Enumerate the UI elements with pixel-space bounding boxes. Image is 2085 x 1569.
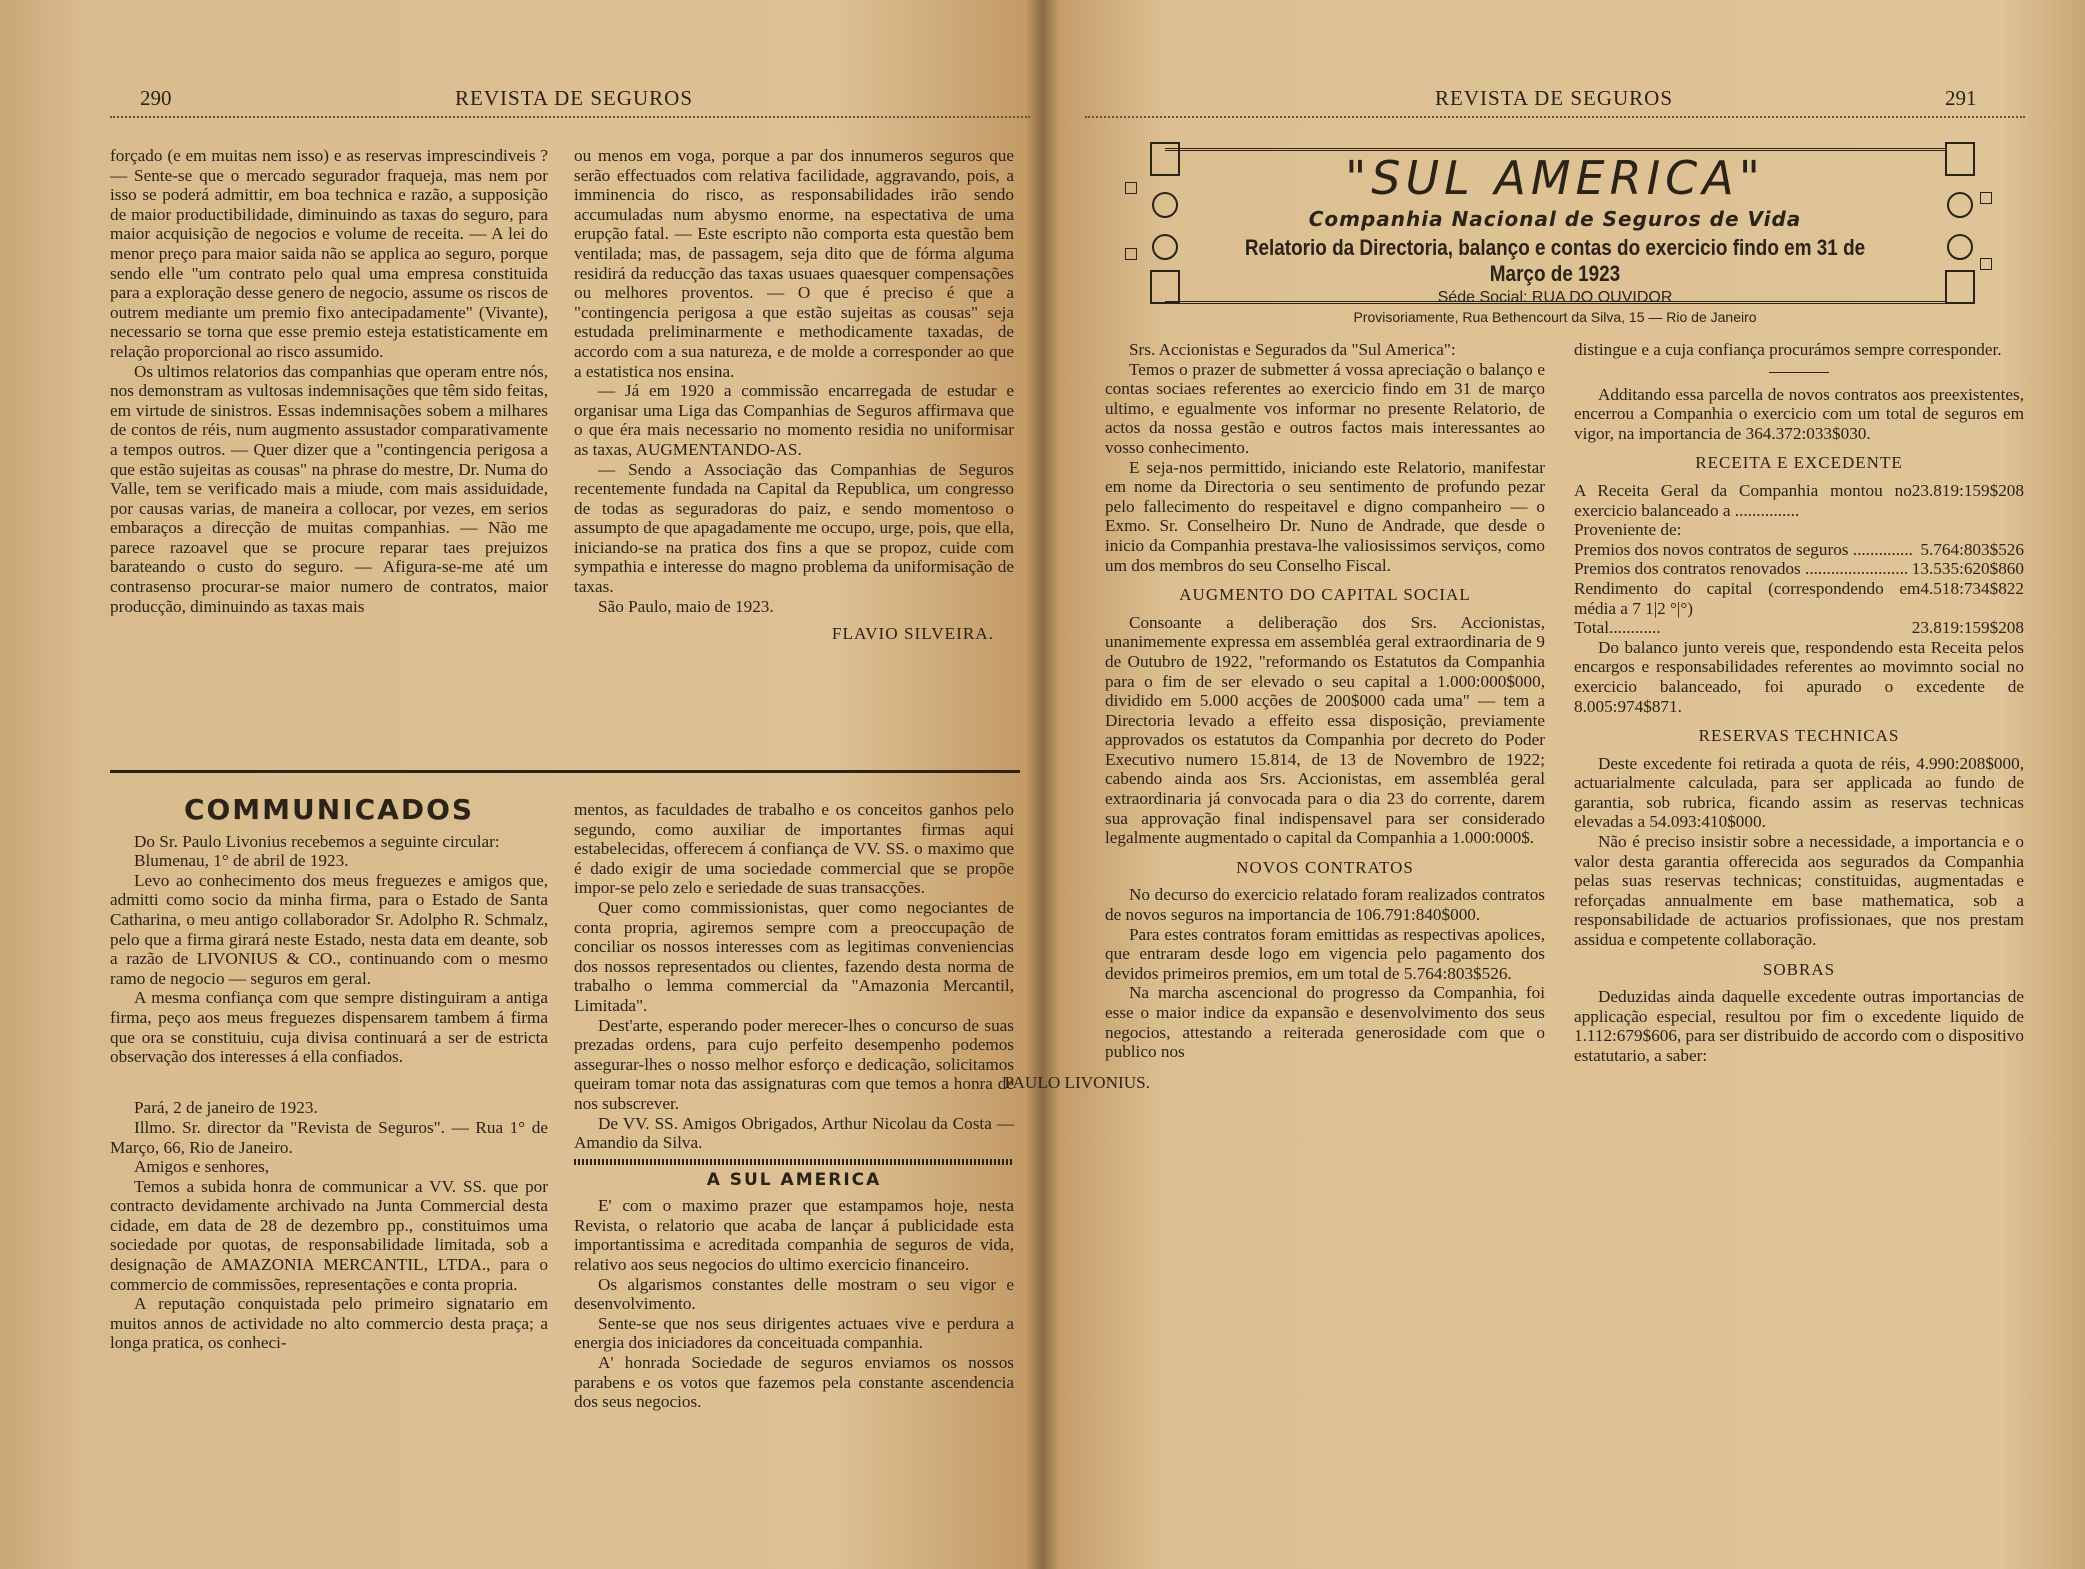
receita-row [1574,520,2024,540]
author-signature: FLAVIO SILVEIRA. [831,624,994,644]
paragraph: ou menos em voga, porque a par dos innumeros seguros que serão effectuados com relativa facilidade, aggravando, pois, a imminencia do risco, as responsabilidades irão sendo accumuladas num abysmo enorme, na espectativa de uma erupção fatal. — Este escripto não comporta esta questão bem ventilada; mas, de passagem, seja dito que de fórma alguma residirá da reducção das taxas usuaes quaesquer compensações ou melhores proventos. — O que é preciso é que a "contingencia perigosa a que estão sujeitas as cousas" seja estudada preliminarmente e methodicamente taxadas, de accordo com a sua natureza, e de molde a corresponder ao que a estatistica nos ensina. [574,146,1014,381]
ornament-icon [1945,142,1975,176]
paragraph: São Paulo, maio de 1923. [598,596,774,616]
paragraph: Não é preciso insistir sobre a necessidade, a importancia e o valor desta garantia offerecida aos segurados da Companhia pelas suas reservas technicas; constituidas, augmentadas e reforçadas annualmente em base mathematica, sob a responsabilidade de actuarios profissionaes, que nos prestam assidua e competente collaboração. [1574,832,2024,950]
paragraph: A reputação conquistada pelo primeiro signatario em muitos annos de actividade no alto commercio desta praça; a longa pratica, os conheci- [110,1294,548,1353]
receita-label: Premios dos contratos renovados ........................ [1574,559,1909,579]
receita-row [1574,579,2024,618]
paragraph: distingue e a cuja confiança procurámos sempre corresponder. [1574,340,2002,359]
receita-label: Rendimento do capital (correspondendo em média a 7 1|2 °|°) [1574,578,1921,618]
receita-row [1574,559,2024,579]
paragraph: Temos a subida honra de communicar a VV. SS. que por contracto devidamente archivado na Junta Commercial desta cidade, em data de 28 de dezembro pp., constituimos uma sociedade por quotas, de responsabilidade limitada, sob a designação de AMAZONIA MERCANTIL, LTDA., para o commercio de commissões, representações e conta propria. [110,1176,548,1294]
paragraph: Sente-se que nos seus dirigentes actuaes vive e perdura a energia dos iniciadores da conceituada companhia. [574,1313,1014,1353]
receita-value: 4.518:734$822 [1920,578,2024,598]
paragraph: — Sendo a Associação das Companhias de Seguros recentemente fundada na Capital da Republica, um congresso de todas as seguradoras do paiz, e sendo momentoso o assumpto de que apagadamente me occupo, urge, pois, que ella, iniciando-se na pratica dos fins a que se propoz, cuide com sympathia e interesse do magno problema da uniformisação de taxas. [574,459,1014,597]
paragraph: Illmo. Sr. director da "Revista de Seguros". — Rua 1° de Março, 66, Rio de Janeiro. [110,1117,548,1157]
banner-sede: Séde Social: RUA DO OUVIDOR [1437,289,1673,306]
left-col1-top [110,146,548,616]
paragraph: E seja-nos permittido, iniciando este Relatorio, manifestar em nome da Directoria o seu sentimento de profundo pezar pelo fallecimento do respeitavel e digno companheiro — o Exmo. Sr. Conselheiro Dr. Nuno de Andrade, que desde o inicio da Companhia prestava-lhe valiosissimos serviços, como um dos membros do seu Conselho Fiscal. [1105,457,1545,575]
running-head-left: REVISTA DE SEGUROS [455,86,694,110]
paragraph: Pará, 2 de janeiro de 1923. [134,1098,318,1118]
paragraph: Do Sr. Paulo Livonius recebemos a seguinte circular: [134,831,500,851]
subsection-title: A SUL AMERICA [706,1169,882,1190]
sul-america-banner [1120,130,1990,325]
paragraph: Os ultimos relatorios das companhias que operam entre nós, nos demonstram as vultosas indemnisações que têm sido feitas, em virtude de sinistros. Essas indemnisações sobem a milhares de contos de réis, num augmento assustador comparativamente a tempos outros. — Quer dizer que a "contingencia perigosa a que estão sujeitas as cousas" na phrase do mestre, Dr. Numa do Valle, tem se verificado mais a miude, com mais assiduidade, por causas varias, de maneira a collocar, por vezes, em serios embaraços a direcção de muitas companhias. — Não me parece razoavel que se procure reparar taes prejuizos barateando o custo do seguro. — Afigura-se-me até um contrasenso procurar-se maior numero de contratos, maior producção, diminuindo as taxas mais [110,361,548,616]
banner-report-title: Relatorio da Directoria, balanço e contas do exercicio findo em 31 de Março de 1923 [1244,235,1866,286]
paragraph: Consoante a deliberação dos Srs. Accionistas, unanimemente expressa em assembléa geral extraordinaria de 9 de Outubro de 1922, "reformando os Estatutos da Companhia para o fim de ser elevado o seu capital a 1.000:000$000, dividido em 5.000 acções de 200$000 cada uma" — tem a Directoria levado a effeito essa disposição, previamente approvados os estatutos da Companhia por decreto do Poder Executivo numero 15.814, de 13 de Novembro de 1922; cabendo ainda aos Srs. Accionistas, em assembléa geral extraordinaria já convocada para o dia 23 do corrente, darem sua approvação final indispensavel para ser considerado legalmente augmentado o capital da Companhia a 1.000:000$. [1105,612,1545,848]
paragraph: Srs. Accionistas e Segurados da "Sul America": [1129,340,1456,359]
paragraph: E' com o maximo prazer que estampamos hoje, nesta Revista, o relatorio que acaba de lançar á publicidade esta importantissima e acreditada companhia de seguros de vida, relativo aos seus negocios do ultimo exercicio financeiro. [574,1196,1014,1275]
receita-value: 13.535:620$860 [1911,559,2024,579]
banner-address: Provisoriamente, Rua Bethencourt da Silva, 15 — Rio de Janeiro [1353,309,1757,325]
paragraph: forçado (e em muitas nem isso) e as reservas imprescindiveis ? — Sente-se que o mercado segurador fraqueja, mas nem por isso se poderá admittir, em boa technica e razão, a supposição de maior productibilidade, diminuindo as taxas do seguro, para maior acquisição de negocios e volume de receita. — A lei do menor preço para maior saida não se applica ao seguro, porque sendo elle "um contrato pelo qual uma empresa constituida para a exploração desse genero de negocio, assume os riscos de outrem mediante um premio fixo antecipadamente" (Vivante), necessario se torna que esse premio esteja estatisticamente em relação proporcional ao risco assumido. [110,146,548,361]
header-rule-right [1085,110,2025,118]
paragraph: Na marcha ascencional do progresso da Companhia, foi esse o maior indice da expansão e desenvolvimento dos seus negocios, attestando a reiterada generosidade com que o publico nos [1105,983,1545,1062]
receita-row [1574,481,2024,520]
heading-sobras: SOBRAS [1762,959,1836,979]
receita-row [1574,540,2024,560]
paragraph: Dest'arte, esperando poder merecer-lhes o concurso de suas prezadas ordens, para cujo perfeito desempenho podemos assegurar-lhes o nosso melhor esforço e dedicação, solicitamos queiram tomar nota das assignaturas com que temos a honra de nos subscrever. [574,1015,1014,1113]
right-col2 [1574,340,2024,1066]
paragraph: A' honrada Sociedade de seguros enviamos os nossos parabens e os votos que fazemos pela constante ascendencia dos seus negocios. [574,1353,1014,1412]
short-rule [1769,372,1829,373]
ornament-square-icon [1125,182,1137,194]
paragraph: Deste excedente foi retirada a quota de réis, 4.990:208$000, actuarialmente calculada, para ser applicada ao fundo de garantia, sob rubrica, ficando assim as reservas technicas elevadas a 54.093:410$000. [1574,753,2024,832]
running-head-right: REVISTA DE SEGUROS [1435,86,1674,110]
paragraph: Amigos e senhores, [134,1157,270,1177]
paragraph: — Já em 1920 a commissão encarregada de estudar e organisar uma Liga das Companhias de Seguros affirmava que o que éra mais necessario no momento residia no uniformisar as taxas, AUGMENTANDO-AS. [574,381,1014,459]
receita-value: 23.819:159$208 [1911,480,2024,500]
receita-label: Proveniente de: [1574,520,1682,540]
section-title: COMMUNICADOS [183,793,475,826]
paragraph: Quer como commissionistas, quer como negociantes de conta propria, agiremos sempre com a preoccupação de conciliar os nossos interesses com as legitimas conveniencias dos nossos representados ou clientes, fazendo desta norma de trabalho o lemma commercial da "Amazonia Mercantil, Limitada". [574,897,1014,1015]
paragraph: Do balanco junto vereis que, respondendo esta Receita pelos encargos e responsabilidades referentes ao movimnto social no exercicio balanceado, foi apurado o excedente de 8.005:974$871. [1574,637,2024,716]
paragraph: Deduzidas ainda daquelle excedente outras importancias de applicação especial, resultou por fim o excedente liquido de 1.112:679$606, para ser distribuido de accordo com o dispositivo estatutario, a saber: [1574,987,2024,1065]
signature: PAULO LIVONIUS. [1004,1072,1150,1092]
banner-title: "SUL AMERICA" [1345,151,1765,205]
banner-frame [1165,148,1945,325]
receita-value: 5.764:803$526 [1920,539,2024,559]
header-rule-left [110,110,1030,118]
receita-value: 23.819:159$208 [1911,618,2024,638]
paragraph: A mesma confiança com que sempre distinguiram a antiga firma, peço aos meus freguezes dispensarem tambem á firma que ora se constituiu, cuja divisa continuará a ser de estricta observação dos interesses á ella confiados. [110,988,548,1067]
hatched-rule [574,1159,1014,1165]
right-col1 [1105,340,1545,1062]
paragraph: Para estes contratos foram emittidas as respectivas apolices, que entraram desde logo em vigencia pelo pagamento dos devidos primeiros premios, em um total de 5.764:803$526. [1105,924,1545,983]
paragraph: Additando essa parcella de novos contratos aos preexistentes, encerrou a Companhia o exercicio com um total de seguros em vigor, na importancia de 364.372:033$030. [1574,384,2024,443]
emblem-icon [1947,234,1973,260]
emblem-icon [1947,192,1973,218]
page-number-left: 290 [140,86,172,110]
paragraph: De VV. SS. Amigos Obrigados, Arthur Nicolau da Costa — Amandio da Silva. [574,1113,1014,1153]
heading-reservas: RESERVAS TECHNICAS [1698,726,1900,746]
left-col2-bottom [574,800,1014,1412]
ornament-icon [1945,270,1975,304]
paragraph: No decurso do exercicio relatado foram realizados contratos de novos seguros na importancia de 106.791:840$000. [1105,885,1545,925]
heading-augmento: AUGMENTO DO CAPITAL SOCIAL [1179,585,1471,605]
ornament-square-icon [1125,248,1137,260]
paragraph: Os algarismos constantes delle mostram o seu vigor e desenvolvimento. [574,1274,1014,1314]
heading-receita: RECEITA E EXCEDENTE [1695,453,1903,473]
receita-total-row [1574,618,2024,638]
left-col2-top [574,146,1014,644]
paragraph: Levo ao conhecimento dos meus freguezes e amigos que, admitti como socio da minha firma, para o Estado de Santa Catharina, o meu antigo collaborador Sr. Adolpho R. Schmalz, pelo que a firma girará neste Estado, nesta data em deante, sob a razão de LIVONIUS & CO., continuando com o mesmo ramo de negocio — seguros em geral. [110,870,548,988]
banner-company: Companhia Nacional de Seguros de Vida [1308,207,1802,231]
ornament-square-icon [1980,192,1992,204]
receita-label: A Receita Geral da Companhia montou no exercicio balanceado a ............... [1574,480,1912,520]
page-number-right: 291 [1945,86,1977,110]
heading-novos-contratos: NOVOS CONTRATOS [1236,857,1414,877]
receita-label: Premios dos novos contratos de seguros .............. [1574,539,1913,559]
paragraph: mentos, as faculdades de trabalho e os conceitos ganhos pelo segundo, como auxiliar de importantes firmas aqui estabelecidas, offerecem á confiança de VV. SS. o maximo que é dado exigir de uma sociedade commercial que se propõe impor-se pelo zelo e seriedade de suas transacções. [574,800,1014,898]
paragraph: Temos o prazer de submetter á vossa apreciação o balanço e contas sociaes referentes ao exercicio findo em 31 de março ultimo, e egualmente vos informar no presente Relatorio, de actos da nossa gestão e outros factos mais interessantes ao vosso conhecimento. [1105,359,1545,457]
receita-label: Total............ [1574,618,1661,638]
ornament-square-icon [1980,258,1992,270]
section-divider [110,770,1020,773]
paragraph: Blumenau, 1° de abril de 1923. [134,851,349,871]
